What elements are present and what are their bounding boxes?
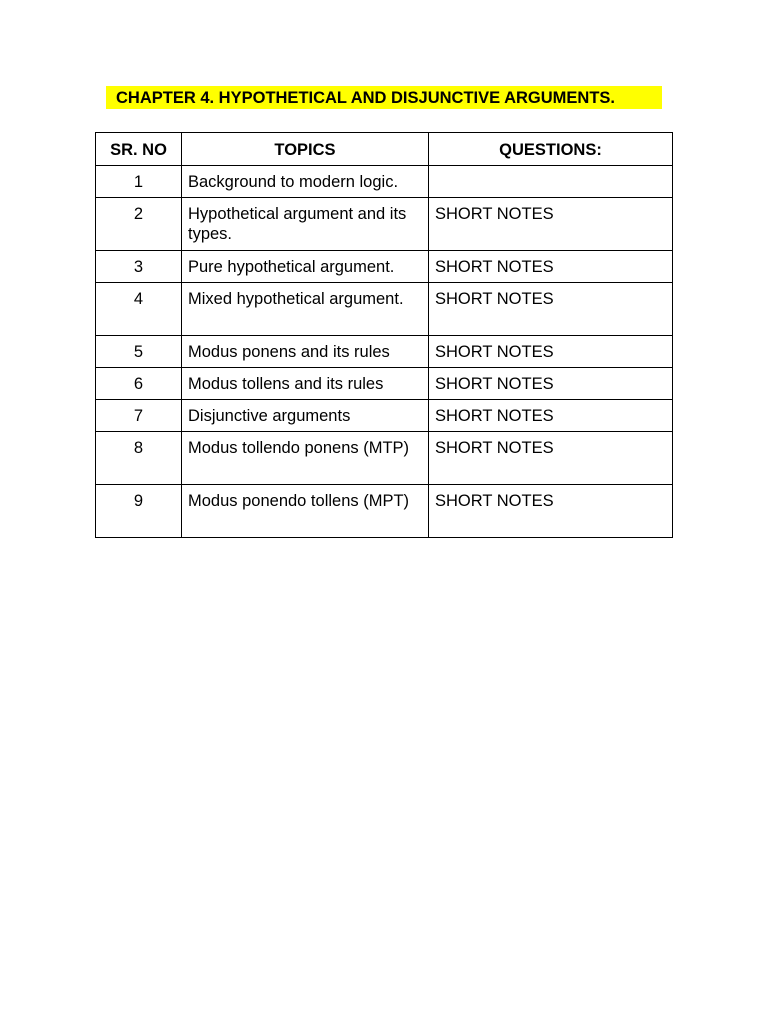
table-row	[96, 400, 673, 432]
row-topic: Disjunctive arguments	[182, 400, 429, 432]
chapter-title: CHAPTER 4. HYPOTHETICAL AND DISJUNCTIVE ARGUMENTS.	[116, 89, 616, 107]
row-sr-no: 5	[96, 336, 182, 368]
table-row	[96, 198, 673, 251]
topics-table	[95, 132, 673, 538]
row-question: SHORT NOTES	[429, 198, 673, 251]
header-topics: TOPICS	[182, 133, 429, 166]
table-row	[96, 368, 673, 400]
row-topic: Background to modern logic.	[182, 166, 429, 198]
table-row	[96, 432, 673, 485]
header-questions: QUESTIONS:	[429, 133, 673, 166]
row-sr-no: 3	[96, 251, 182, 283]
table-row	[96, 283, 673, 336]
row-question: SHORT NOTES	[429, 283, 673, 336]
row-sr-no: 7	[96, 400, 182, 432]
row-question: SHORT NOTES	[429, 485, 673, 538]
row-topic: Hypothetical argument and its types.	[182, 198, 429, 251]
row-sr-no: 9	[96, 485, 182, 538]
row-topic: Modus tollendo ponens (MTP)	[182, 432, 429, 485]
row-sr-no: 1	[96, 166, 182, 198]
table-row	[96, 336, 673, 368]
row-question: SHORT NOTES	[429, 336, 673, 368]
chapter-title-highlight	[106, 86, 662, 109]
row-sr-no: 2	[96, 198, 182, 251]
row-question: SHORT NOTES	[429, 432, 673, 485]
row-sr-no: 4	[96, 283, 182, 336]
row-topic: Mixed hypothetical argument.	[182, 283, 429, 336]
row-question	[429, 166, 673, 198]
row-sr-no: 6	[96, 368, 182, 400]
row-topic: Pure hypothetical argument.	[182, 251, 429, 283]
table-header-row	[96, 133, 673, 166]
table-row	[96, 166, 673, 198]
header-sr-no: SR. NO	[96, 133, 182, 166]
row-question: SHORT NOTES	[429, 368, 673, 400]
table-row	[96, 485, 673, 538]
row-question: SHORT NOTES	[429, 400, 673, 432]
table-row	[96, 251, 673, 283]
row-topic: Modus ponens and its rules	[182, 336, 429, 368]
row-sr-no: 8	[96, 432, 182, 485]
row-topic: Modus ponendo tollens (MPT)	[182, 485, 429, 538]
row-question: SHORT NOTES	[429, 251, 673, 283]
row-topic: Modus tollens and its rules	[182, 368, 429, 400]
